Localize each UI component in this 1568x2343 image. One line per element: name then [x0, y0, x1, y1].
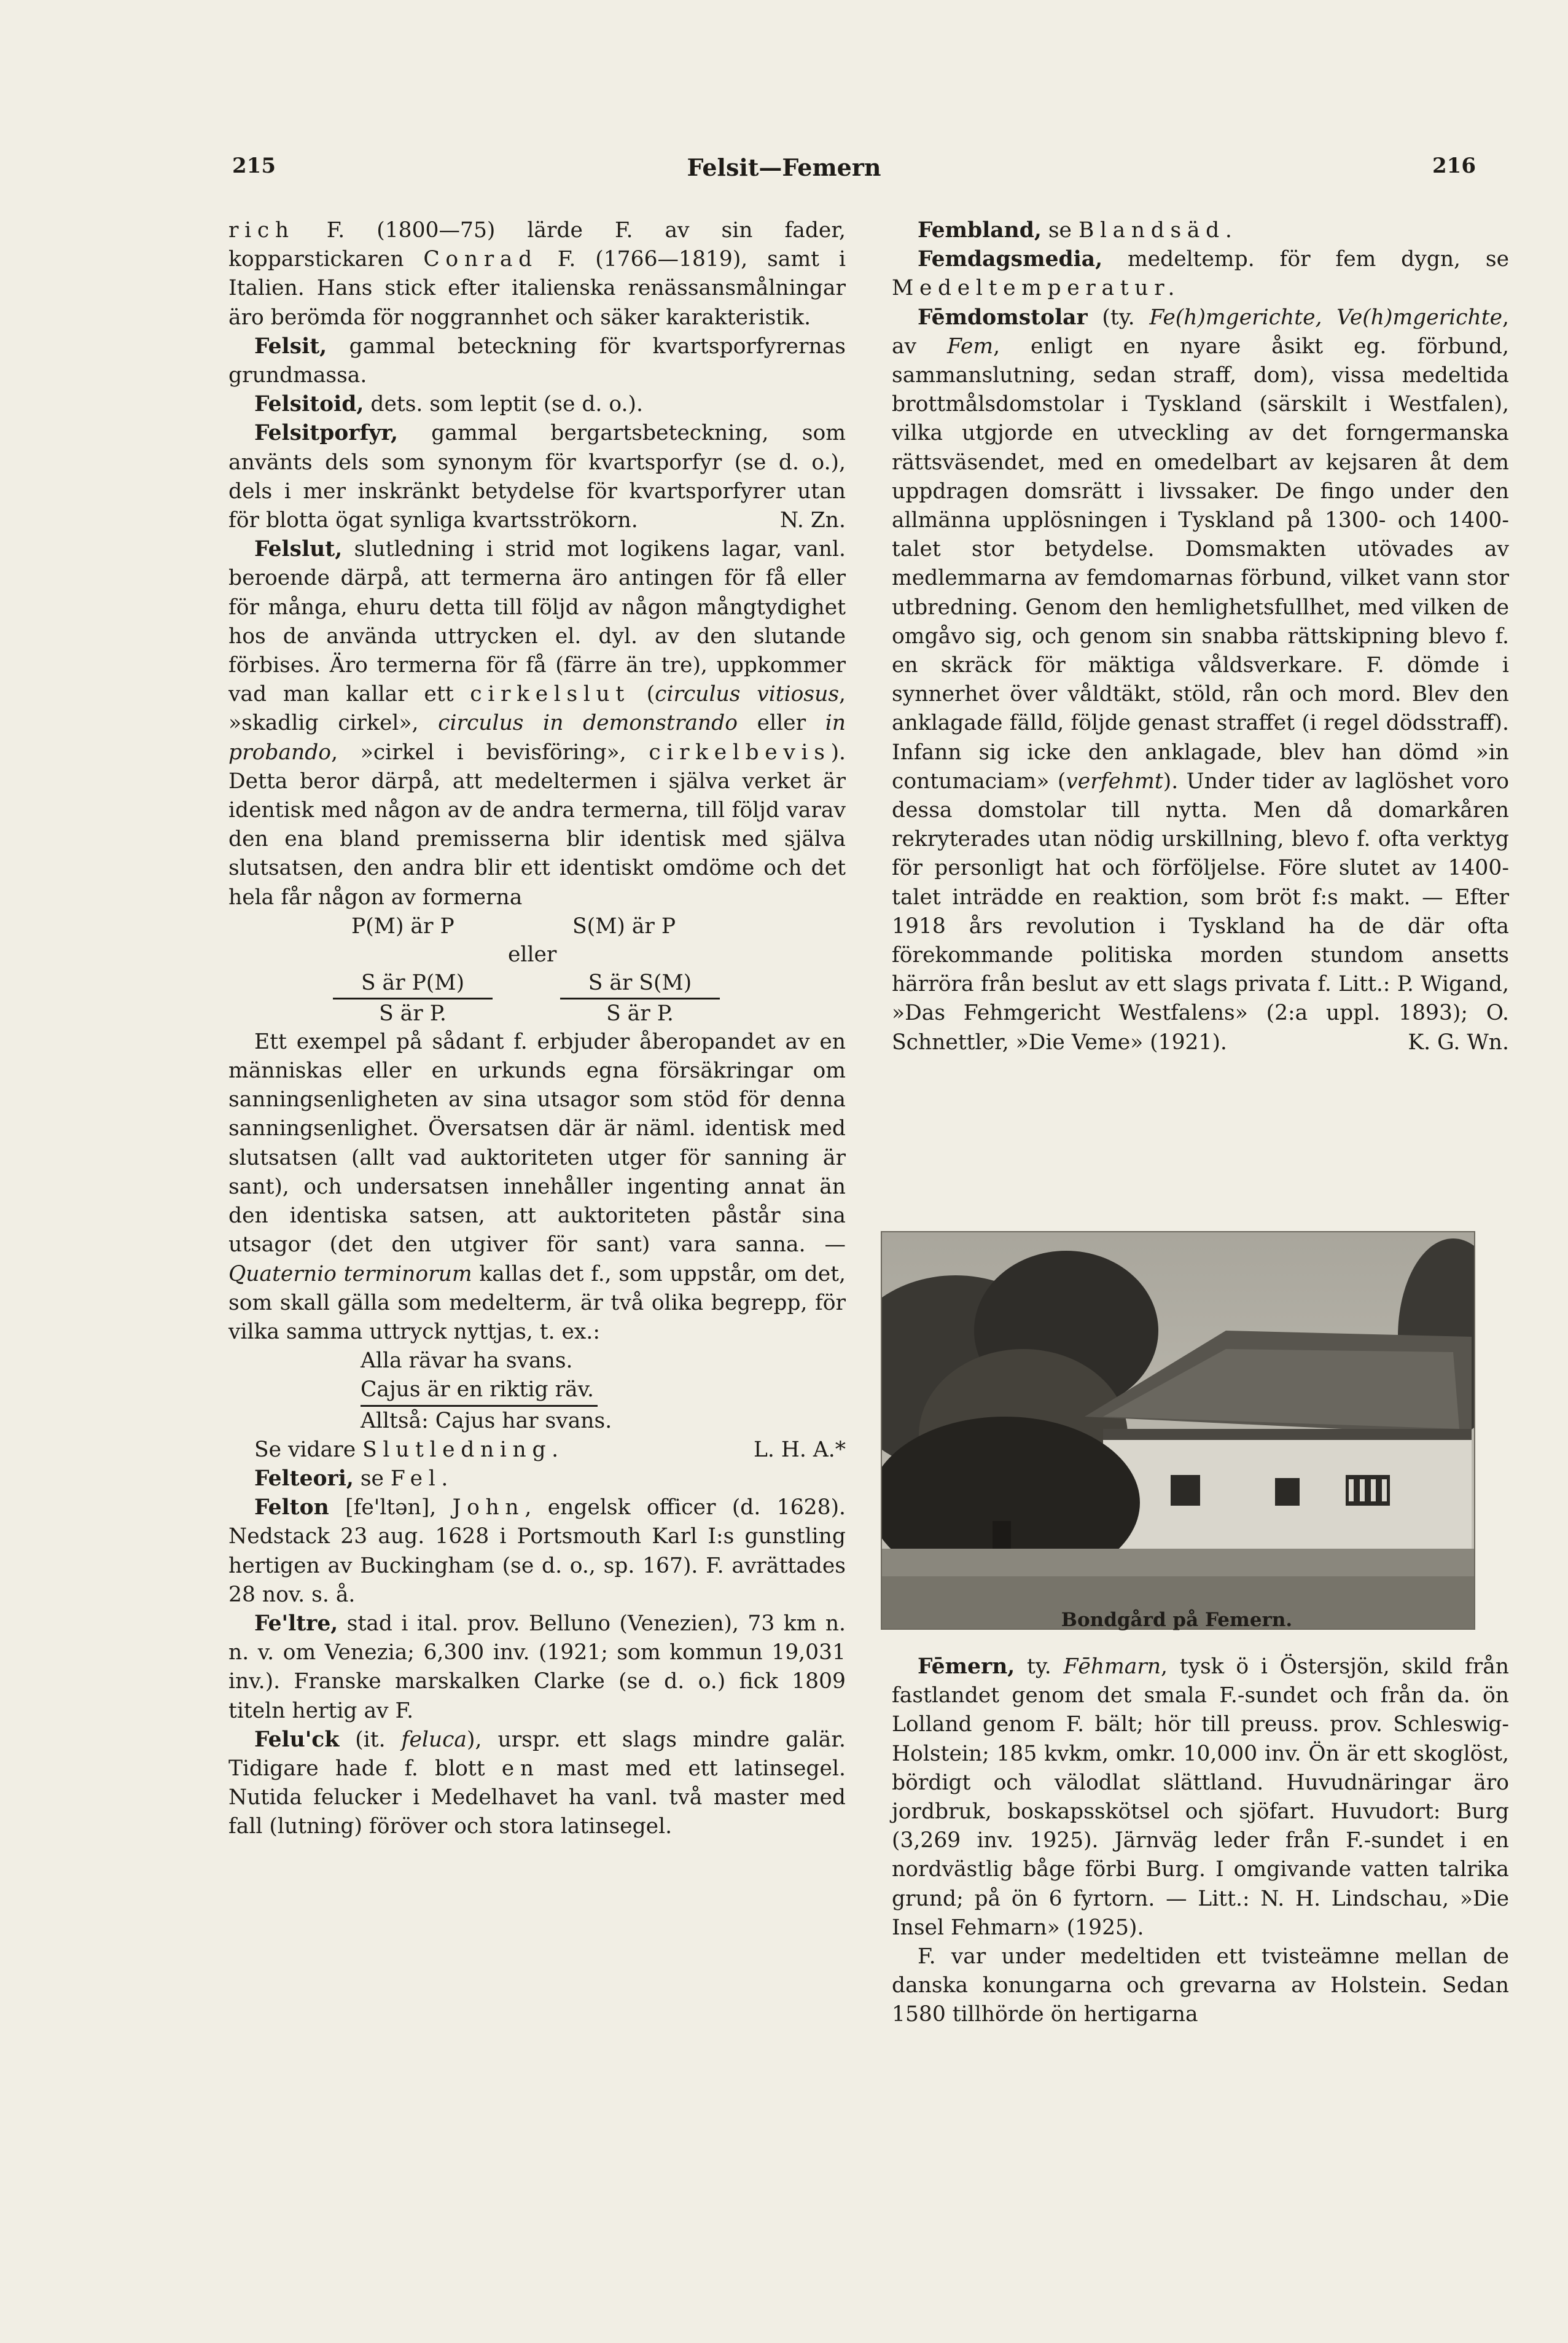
- logic-formula: [228, 912, 846, 1028]
- fraction-denominator: S är P.: [606, 1001, 674, 1027]
- entry-felslut-example: Ett exempel på sådant f. erbjuder åberopandet av en människas eller en urkunds egna försäkringar om sanningsenligheten av sina utsagor som stöd för denna sanningsenlighet. Översatsen där är näml. identisk med slutsatsen (allt vad auktoriteten utger för sanning är sant), och undersatsen innehåller ingenting annat än den identiska satsen, att auktoriteten påstår sina utsagor (det den utgiver för sant) vara sanna. — Quaternio terminorum kallas det f., som uppstår, om det, som skall gälla som medelterm, är två olika begrepp, för vilka samma uttryck nyttjas, t. ex.:: [228, 1029, 846, 1344]
- entry-felslut-see: Se vidare Slutledning. L. H. A.*: [228, 1436, 846, 1465]
- entry-felsitoid: Felsitoid, dets. som leptit (se d. o.).: [254, 392, 643, 417]
- entry-felteori: Felteori, se Fel.: [254, 1466, 454, 1491]
- entry-fembland: Fembland, se Blandsäd.: [918, 218, 1238, 243]
- signature-femdomstolar: K. G. Wn.: [1408, 1030, 1509, 1055]
- left-column: [228, 216, 846, 1842]
- signature-felslut: L. H. A.*: [754, 1437, 846, 1462]
- entry-femdagsmedia: Femdagsmedia, medeltemp. för fem dygn, se Medeltemperatur.: [892, 247, 1509, 301]
- entry-feluck: Felu'ck (it. feluca), urspr. ett slags mindre galär. Tidigare hade f. blott en mast med ett latinsegel. Nutida felucker i Medelhavet ha vanl. två master med fall (lutning) föröver och stora latinsegel.: [228, 1727, 846, 1839]
- entry-femern-history: F. var under medeltiden ett tvisteämne mellan de danska konungarna och grevarna av Holstein. Sedan 1580 tillhörde ön hertigarna: [892, 1944, 1509, 2027]
- fraction-numerator: S är S(M): [560, 969, 720, 999]
- running-title: Felsit—Femern: [687, 154, 881, 181]
- syllogism-example: [361, 1347, 846, 1436]
- farmhouse-image: [882, 1232, 1474, 1629]
- signature-felsitporfyr: N. Zn.: [779, 508, 846, 533]
- syllogism-line-2: Cajus är en riktig räv.: [361, 1375, 598, 1406]
- entry-felton: Felton [fe'ltən], John, engelsk officer (d. 1628). Nedstack 23 aug. 1628 i Portsmouth Karl I:s gunstling hertigen av Buckingham (se d. o., sp. 167). F. avrättades 28 nov. s. å.: [228, 1495, 846, 1607]
- entry-continuation: rich F. (1800—75) lärde F. av sin fader, kopparstickaren Conrad F. (1766—1819), samt i Italien. Hans stick efter italienska renässansmålningar äro berömda för noggrannhet och säker karakteristik.: [228, 218, 846, 330]
- farmhouse-photo: [881, 1231, 1475, 1630]
- entry-femdomstolar: Fēmdomstolar (ty. Fe(h)mgerichte, Ve(h)mgerichte, av Fem, enligt en nyare åsikt eg. förbund, sammanslutning, sedan straff, dom), vissa medeltida brottmålsdomstolar i Tyskland (särskilt i Westfalen), vilka utgjorde en utveckling av det forngermanska rättsväsendet, med en omedelbart av kejsaren åt dem uppdragen domsrätt i livssaker. De fingo under den allmänna upplösningen i Tyskland på 1300- och 1400-talet stor betydelse. Domsmakten utövades av medlemmarna av femdomarnas förbund, vilket vann stor utbredning. Genom den hemlighetsfullhet, med vilken de omgåvo sig, och genom sin snabba rättskipning blevo f. en skräck för mäktiga våldsverkare. F. dömde i synnerhet över våldtäkt, stöld, rån och mord. Blev den anklagade fälld, följde genast straffet (i regel dödsstraff). Infann sig icke den anklagade, blev han dömd »in contumaciam» (verfehmt). Under tider av laglöshet voro dessa domstolar till nytta. Men då domarkåren rekryterades utan nödig urskillning, blevo f. ofta verktyg för personligt hat och förföljelse. Före slutet av 1400-talet inträdde en reaktion, som bröt f:s makt. — Efter 1918 års revolution i Tyskland ha de där ofta förekommande politiska morden stundom ansetts härröra från beslut av ett slags privata f. Litt.: P. Wigand, »Das Fehmgericht Westfalens» (2:a uppl. 1893); O. Schnettler, »Die Veme» (1921). K. G. Wn.: [892, 303, 1509, 1057]
- entry-felsitporfyr: Felsitporfyr, gammal bergartsbeteckning, som använts dels som synonym för kvartsporfyr (se d. o.), dels i mer inskränkt betydelse för kvartsporfyrer utan för blotta ögat synliga kvartsströkorn. N. Zn.: [228, 419, 846, 535]
- entry-felslut: Felslut, slutledning i strid mot logikens lagar, vanl. beroende därpå, att termerna äro antingen för få eller för många, ehuru detta till följd av någon mångtydighet hos de använda uttrycken el. dyl. av den slutande förbises. Äro termerna för få (färre än tre), uppkommer vad man kallar ett cirkelslut (circulus vitiosus, »skadlig cirkel», circulus in demonstrando eller in probando, »cirkel i bevisföring», cirkelbevis). Detta beror därpå, att medeltermen i själva verket är identisk med någon av de andra termerna, till följd varav den ena bland premisserna blir identisk med själva slutsatsen, den andra blir ett identiskt omdöme och det hela får någon av formerna: [228, 537, 846, 910]
- entry-feltre: Fe'ltre, stad i ital. prov. Belluno (Venezien), 73 km n. n. v. om Venezia; 6,300 inv. (1921; som kommun 19,031 inv.). Franske marskalken Clarke (se d. o.) fick 1809 titeln hertig av F.: [228, 1611, 846, 1723]
- syllogism-line-3: Alltså: Cajus har svans.: [361, 1408, 612, 1433]
- photo-caption: Bondgård på Femern.: [1061, 1609, 1293, 1631]
- page-number-right: 216: [1432, 154, 1476, 178]
- entry-felsit: Felsit, gammal beteckning för kvartsporfyrernas grundmassa.: [228, 334, 846, 388]
- formula-or: eller: [508, 942, 557, 967]
- fraction-denominator: S är P.: [379, 1001, 447, 1027]
- formula-premise-left: P(M) är P: [351, 913, 454, 939]
- formula-fraction-left: [333, 969, 493, 1028]
- formula-fraction-right: [560, 969, 720, 1028]
- right-column-upper: [892, 216, 1509, 1057]
- fraction-numerator: S är P(M): [333, 969, 493, 999]
- page-number-left: 215: [232, 154, 276, 178]
- formula-premise-right: S(M) är P: [572, 913, 676, 939]
- entry-femern: Fēmern, ty. Fēhmarn, tysk ö i Östersjön, skild från fastlandet genom det smala F.-sundet och från da. ön Lolland genom F. bält; hör till preuss. prov. Schleswig-Holstein; 185 kvkm, omkr. 10,000 inv. Ön är ett skoglöst, bördigt och välodlat slättland. Huvudnäringar äro jordbruk, boskapsskötsel och sjöfart. Huvudort: Burg (3,269 inv. 1925). Järnväg leder från F.-sundet i en nordvästlig båge förbi Burg. I omgivande vatten talrika grund; på ön 6 fyrtorn. — Litt.: N. H. Lindschau, »Die Insel Fehmarn» (1925).: [892, 1654, 1509, 1940]
- right-column-lower: [892, 1653, 1509, 2030]
- syllogism-line-1: Alla rävar ha svans.: [361, 1348, 573, 1374]
